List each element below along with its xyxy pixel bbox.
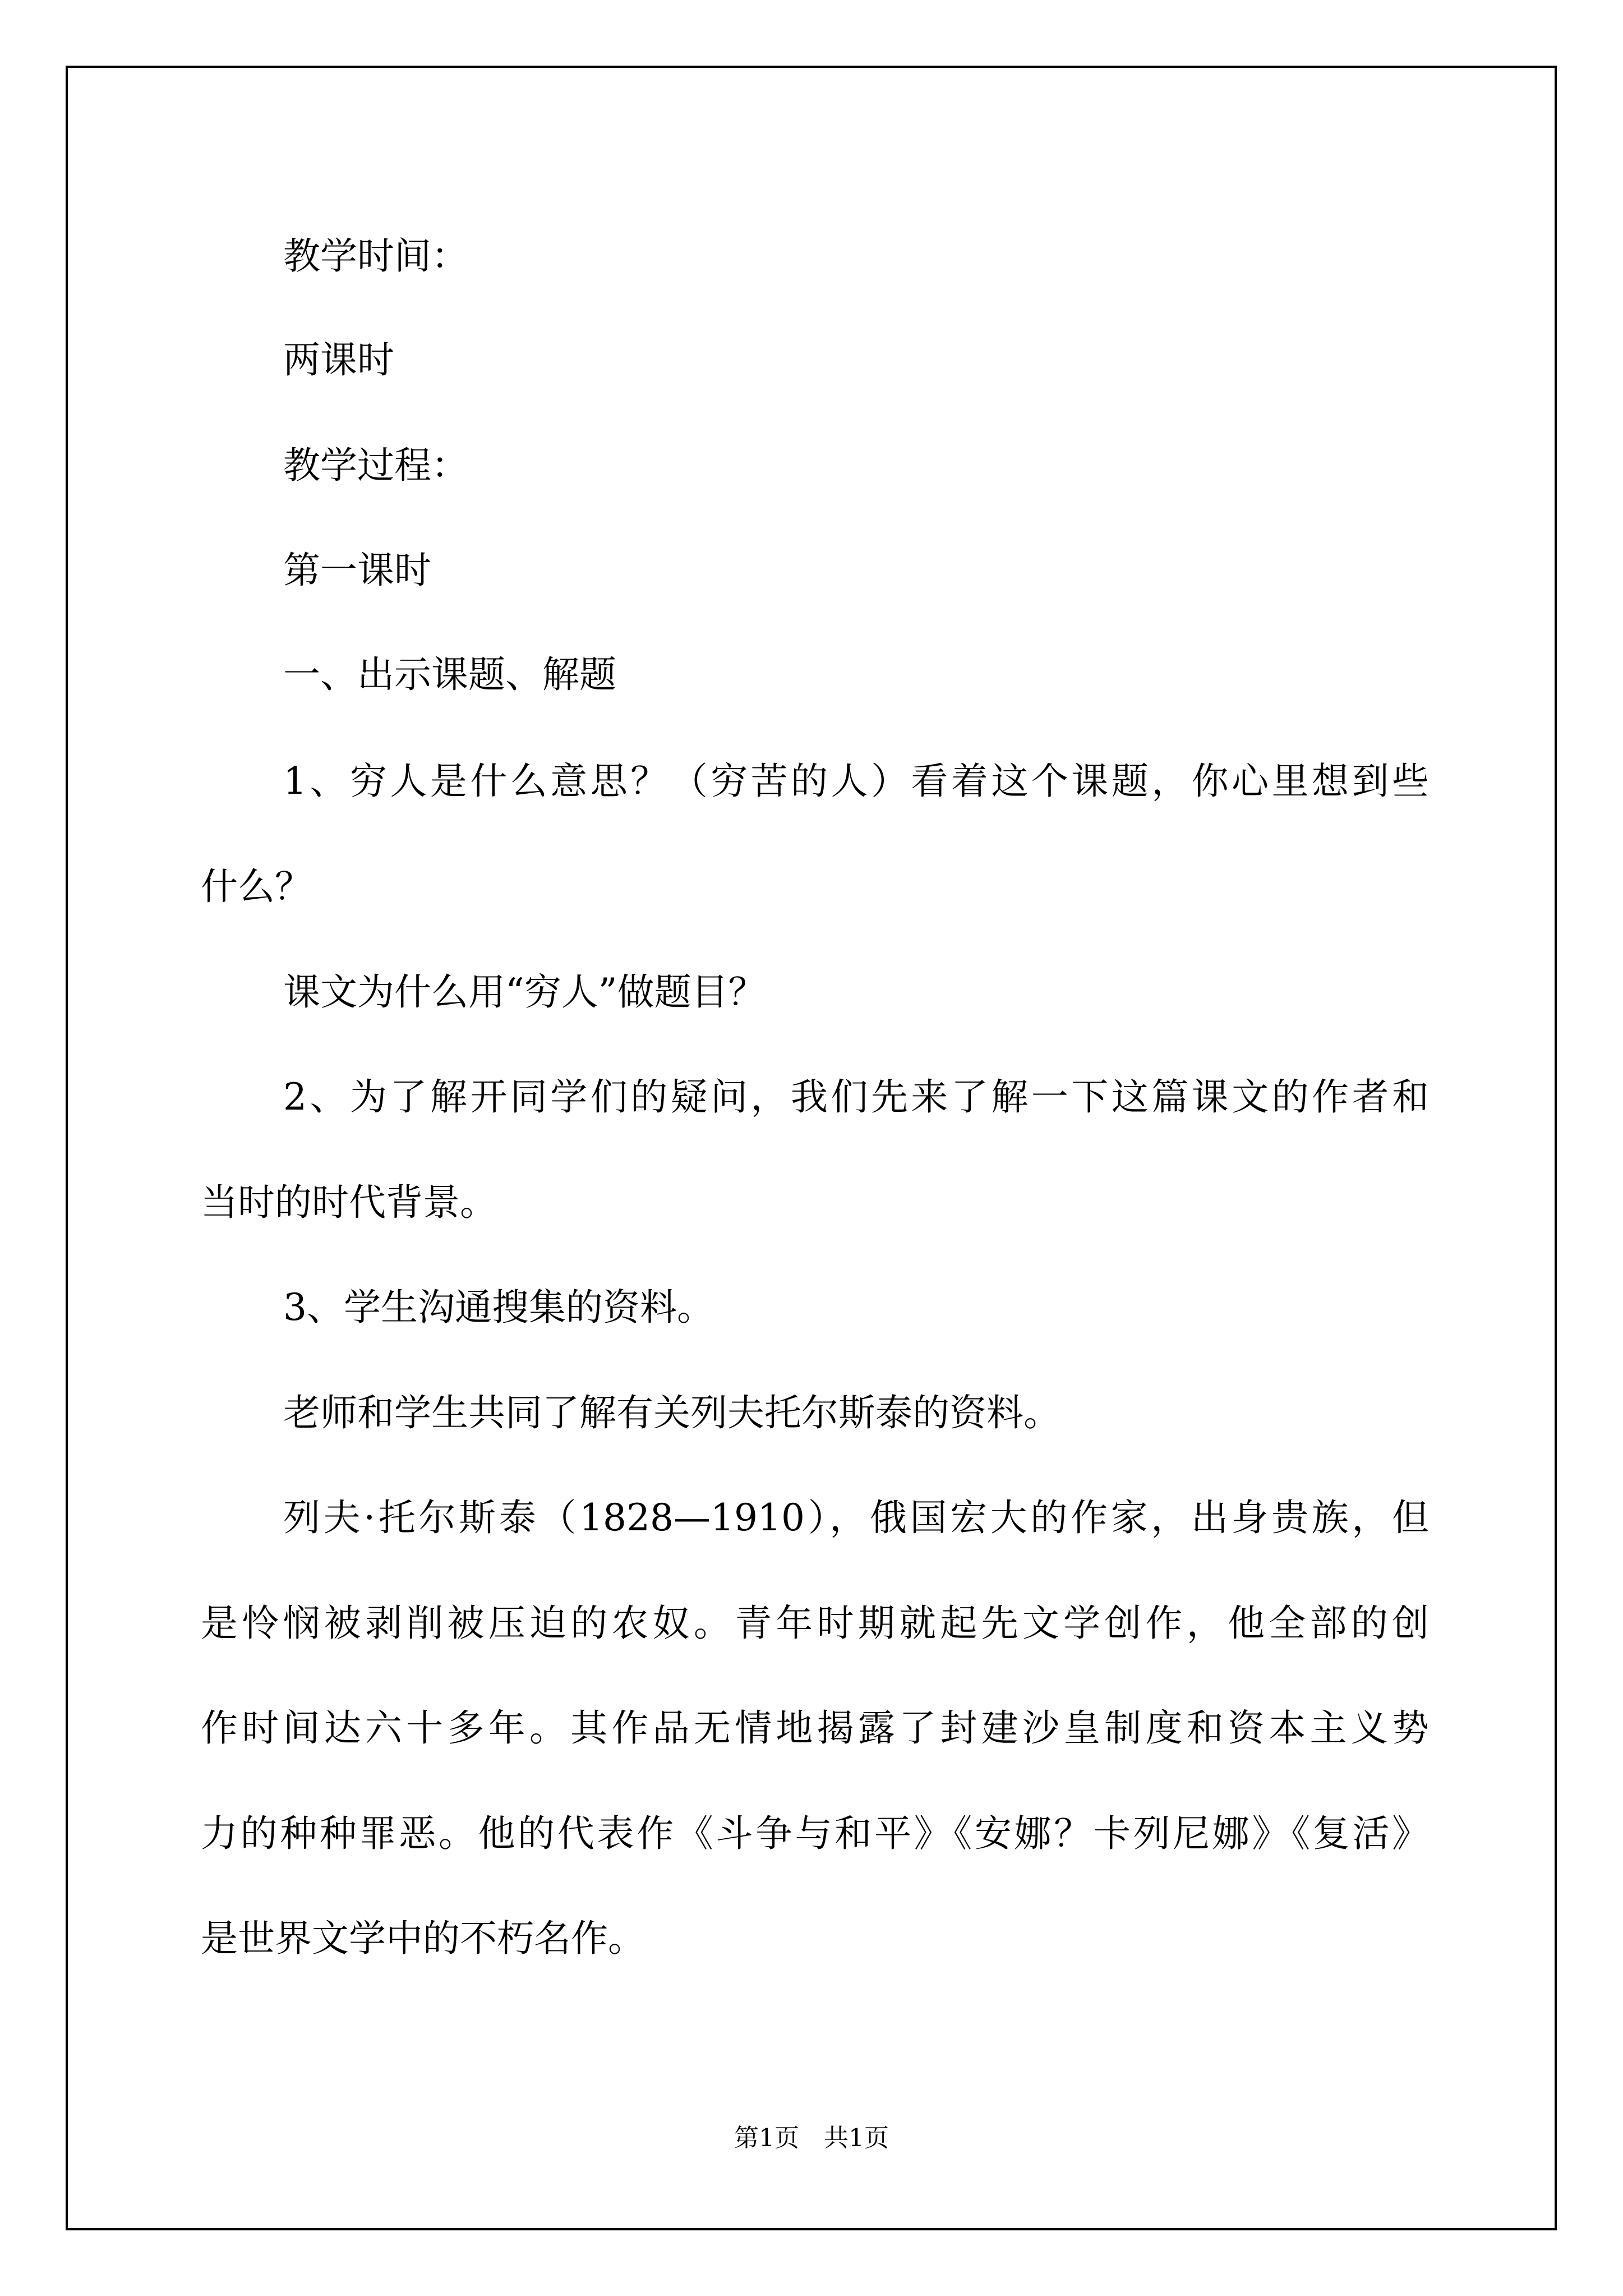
text-line-8: 课文为什么用“穷人”做题目？ (283, 970, 766, 1014)
page-number-footer: 第1页 共1页 (734, 2124, 889, 2152)
text-line-3: 教学过程： (283, 444, 468, 487)
text-line-13: 列夫·托尔斯泰（1828—1910），俄国宏大的作家，出身贵族，但 (283, 1496, 1429, 1539)
text-line-4: 第一课时 (283, 549, 431, 592)
text-line-9: 2、为了解开同学们的疑问，我们先来了解一下这篇课文的作者和 (283, 1075, 1429, 1119)
text-line-10: 当时的时代背景。 (201, 1181, 497, 1224)
text-line-6: 1、穷人是什么意思？（穷苦的人）看着这个课题，你心里想到些 (283, 760, 1429, 803)
page-border (66, 66, 1557, 2230)
text-line-12: 老师和学生共同了解有关列夫托尔斯泰的资料。 (283, 1391, 1061, 1434)
text-line-1: 教学时间： (283, 234, 468, 278)
text-line-7: 什么？ (201, 865, 312, 908)
text-line-16: 力的种种罪恶。他的代表作《斗争与和平》《安娜？卡列尼娜》《复活》 (201, 1812, 1429, 1855)
text-line-2: 两课时 (283, 338, 394, 381)
text-line-5: 一、出示课题、解题 (283, 653, 616, 696)
text-line-17: 是世界文学中的不朽名作。 (201, 1917, 645, 1960)
text-line-15: 作时间达六十多年。其作品无情地揭露了封建沙皇制度和资本主义势 (201, 1706, 1429, 1750)
text-line-14: 是怜悯被剥削被压迫的农奴。青年时期就起先文学创作，他全部的创 (201, 1602, 1429, 1645)
text-line-11: 3、学生沟通搜集的资料。 (283, 1286, 714, 1329)
